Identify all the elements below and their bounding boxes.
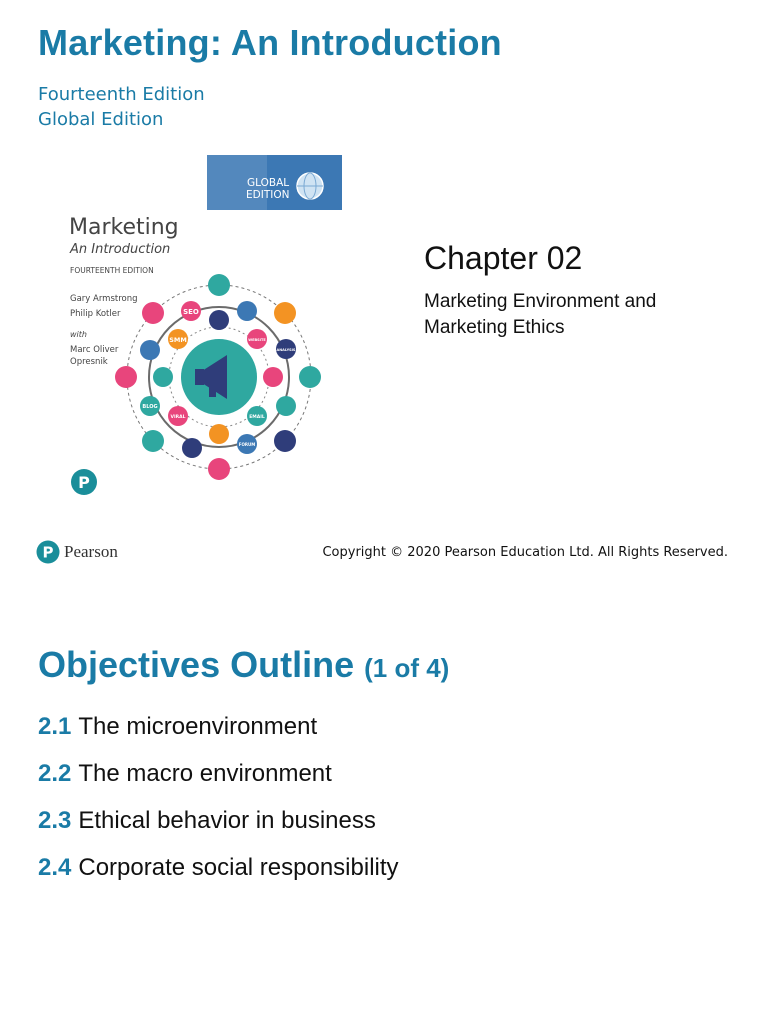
edition-label: Fourteenth Edition (38, 84, 205, 105)
slide-title: Marketing: An Introduction (38, 22, 502, 63)
svg-text:P: P (78, 473, 90, 492)
objectives-slide (0, 600, 768, 1024)
copyright-notice: Copyright © 2020 Pearson Education Ltd. All Rights Reserved. (322, 545, 728, 560)
objectives-count: (1 of 4) (364, 653, 450, 683)
smm-label: SMM (169, 336, 187, 344)
cover-book-subtitle: An Introduction (70, 242, 171, 257)
people-icon (208, 274, 230, 296)
objectives-list (38, 712, 399, 900)
thumbs-up-icon (274, 430, 296, 452)
viral-label: VIRAL (170, 415, 186, 420)
web-globe-icon (237, 301, 257, 321)
pearson-wordmark: Pearson (64, 542, 118, 561)
mail-icon (140, 340, 160, 360)
play-icon (142, 430, 164, 452)
objective-item (38, 712, 399, 759)
lightbulb-icon (209, 310, 229, 330)
rss-icon (115, 366, 137, 388)
chapter-number: Chapter 02 (424, 240, 583, 276)
objective-text: Corporate social responsibility (78, 854, 399, 881)
pearson-logo (36, 540, 118, 564)
objective-item (38, 759, 399, 806)
mobile-icon (209, 424, 229, 444)
global-edition-label: Global Edition (38, 109, 164, 130)
seo-label: SEO (183, 308, 199, 316)
marketing-network-diagram (115, 274, 321, 480)
bar-chart-icon (274, 302, 296, 324)
cover-author1: Gary Armstrong (70, 294, 138, 304)
objective-number: 2.3 (38, 807, 72, 834)
email-label: EMAIL (249, 415, 265, 420)
cover-author3-line2: Opresnik (70, 357, 108, 367)
checklist-icon (142, 302, 164, 324)
badge-line2: EDITION (246, 189, 290, 201)
search-icon (153, 367, 173, 387)
chapter-subtitle: Marketing Environment and Marketing Ethics (424, 291, 657, 338)
chat-icon (182, 438, 202, 458)
global-edition-badge (207, 155, 342, 210)
objective-number: 2.2 (38, 760, 72, 787)
objectives-title-text: Objectives Outline (38, 644, 355, 685)
objective-item (38, 853, 399, 900)
cover-with-label: with (70, 330, 87, 339)
blog-label: BLOG (142, 404, 158, 410)
location-pin-icon (299, 366, 321, 388)
analysis-label: ANALYSIS (276, 348, 296, 352)
cloud-icon (263, 367, 283, 387)
cover-book-edition: FOURTEENTH EDITION (70, 266, 154, 275)
objectives-title (38, 644, 449, 686)
objective-item (38, 806, 399, 853)
cover-book-title: Marketing (69, 215, 179, 240)
objective-text: The microenvironment (78, 713, 318, 740)
share-icon (276, 396, 296, 416)
book-cover (57, 155, 342, 511)
cover-author3-line1: Marc Oliver (70, 345, 119, 355)
website-label: WEBSITE (248, 338, 266, 342)
objective-number: 2.4 (38, 854, 72, 881)
objective-text: Ethical behavior in business (78, 807, 376, 834)
objective-text: The macro environment (78, 760, 332, 787)
pearson-icon (36, 540, 60, 564)
svg-text:P: P (42, 543, 54, 562)
target-icon (208, 458, 230, 480)
forum-label: FORUM (238, 442, 256, 447)
badge-line1: GLOBAL (247, 177, 290, 189)
objective-number: 2.1 (38, 713, 72, 740)
cover-author2: Philip Kotler (70, 309, 121, 319)
